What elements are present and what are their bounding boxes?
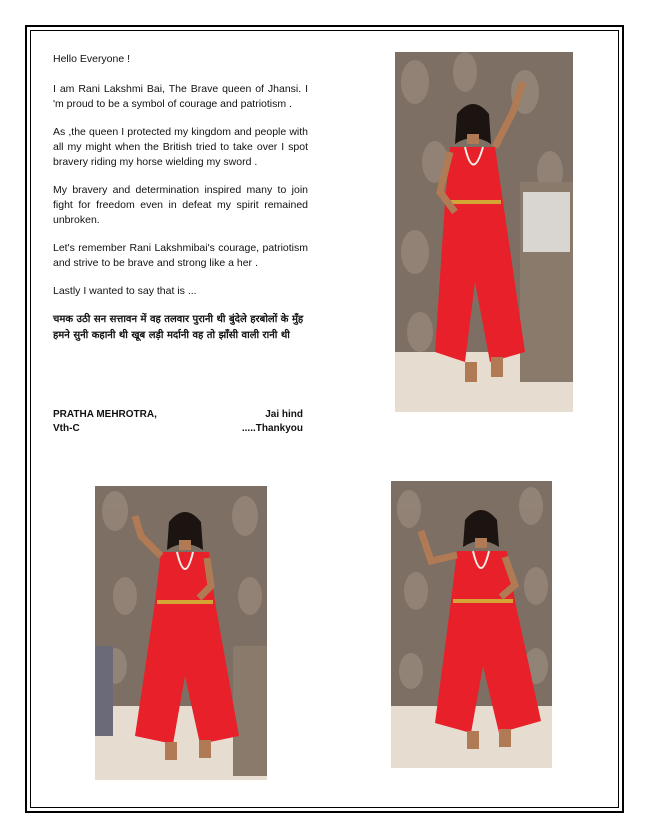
photo-queen-pose-1	[395, 52, 573, 412]
signature-block	[53, 408, 303, 436]
slogan: Jai hind	[265, 409, 303, 420]
paragraph-lastly: Lastly I wanted to say that is ...	[53, 285, 197, 297]
thanks-text: .....Thankyou	[241, 423, 303, 434]
hindi-poem: चमक उठी सन सत्तावन में वह तलवार पुरानी थी बुंदेले हरबोलों के मुँह हमने सुनी कहानी थी खूब लड़ी मर्दानी वह तो झाँसी वाली रानी थी	[53, 314, 304, 341]
photo-queen-pose-2	[95, 486, 267, 780]
student-name: PRATHA MEHROTRA,	[53, 409, 157, 420]
letter-text	[53, 52, 308, 357]
paragraph-intro: I am Rani Lakshmi Bai, The Brave queen of Jhansi. I 'm proud to be a symbol of courage and patriotism .	[53, 83, 308, 110]
student-class: Vth-C	[53, 423, 80, 434]
paragraph-protection: As ,the queen I protected my kingdom and people with all my might when the British tried to take over I spot bravery riding my horse wielding my sword .	[53, 126, 308, 168]
photo-queen-pose-3	[391, 481, 552, 768]
greeting: Hello Everyone !	[53, 53, 131, 65]
paragraph-remember: Let's remember Rani Lakshmibai's courage, patriotism and strive to be brave and strong like a her .	[53, 242, 308, 269]
paragraph-bravery: My bravery and determination inspired many to join fight for freedom even in defeat my spirit remained unbroken.	[53, 184, 308, 226]
